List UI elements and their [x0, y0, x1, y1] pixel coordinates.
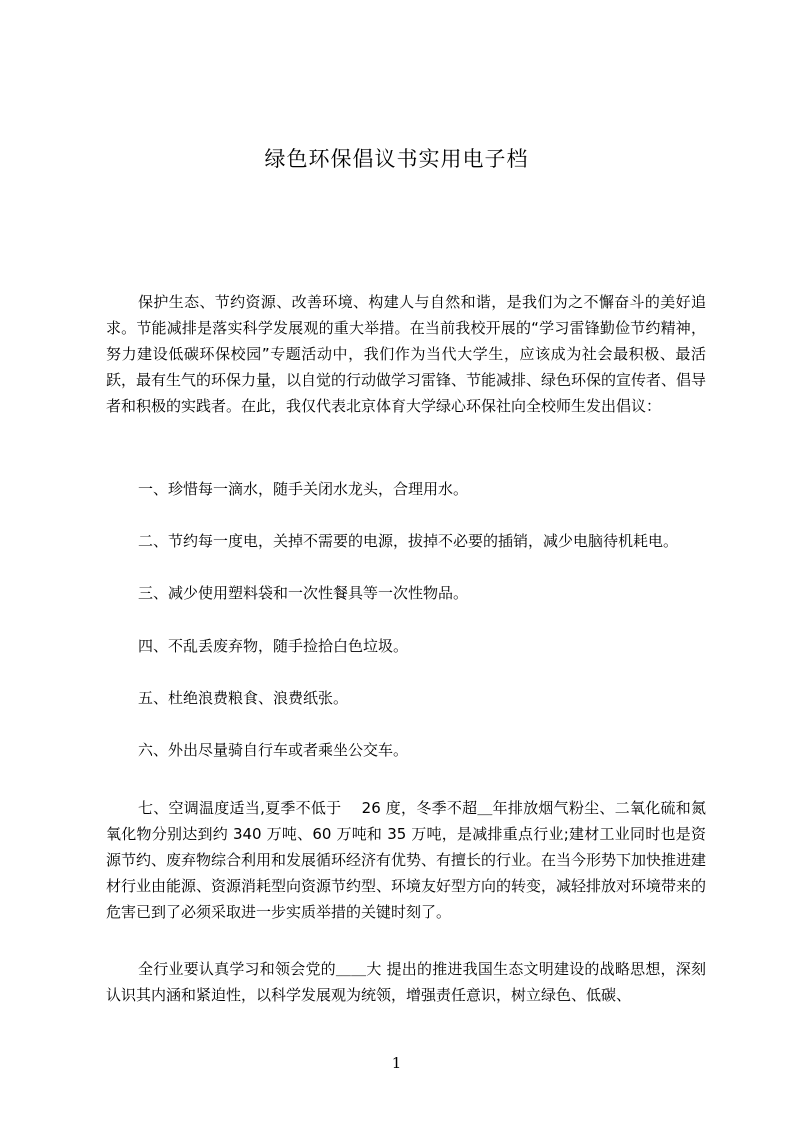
item-7-paragraph: 七、空调温度适当,夏季不低于 26 度，冬季不超＿年排放烟气粉尘、二氧化硫和氮氧化物分别达到约 340 万吨、60 万吨和 35 万吨，是减排重点行业;建材工业同时也是资源节约、废弃物综合利用和发展循环经济有优势、有擅长的行业。在当今形势下加快推进建材行业由能源、资源消耗型向资源节约型、环境友好型方向的转变，减轻排放对环境带来的危害已到了必须采取进一步实质举措的关键时刻了。 — [106, 799, 707, 921]
page-number: 1 — [391, 1054, 402, 1072]
list-item-2: 二、节约每一度电，关掉不需要的电源，拔掉不必要的插销，减少电脑待机耗电。 — [138, 532, 679, 550]
list-item-5: 五、杜绝浪费粮食、浪费纸张。 — [138, 689, 349, 707]
list-item-3: 三、减少使用塑料袋和一次性餐具等一次性物品。 — [138, 584, 469, 602]
closing-paragraph: 全行业要认真学习和领会党的＿＿大 提出的推进我国生态文明建设的战略思想，深刻认识其内涵和紧迫性，以科学发展观为统领，增强责任意识，树立绿色、低碳、 — [106, 960, 706, 1004]
list-item-4: 四、不乱丢废弃物，随手捡拾白色垃圾。 — [138, 637, 409, 655]
list-item-1: 一、珍惜每一滴水，随手关闭水龙头，合理用水。 — [138, 480, 469, 498]
page-title: 绿色环保倡议书实用电子档 — [264, 147, 529, 171]
list-item-6: 六、外出尽量骑自行车或者乘坐公交车。 — [138, 741, 409, 759]
intro-paragraph: 保护生态、节约资源、改善环境、构建人与自然和谐，是我们为之不懈奋斗的美好追求。节能减排是落实科学发展观的重大举措。在当前我校开展的“学习雷锋勤俭节约精神，努力建设低碳环保校园”专题活动中，我们作为当代大学生，应该成为社会最积极、最活跃，最有生气的环保力量，以自觉的行动做学习雷锋、节能减排、绿色环保的宣传者、倡导者和积极的实践者。在此，我仅代表北京体育大学绿心环保社向全校师生发出倡议： — [106, 293, 707, 415]
